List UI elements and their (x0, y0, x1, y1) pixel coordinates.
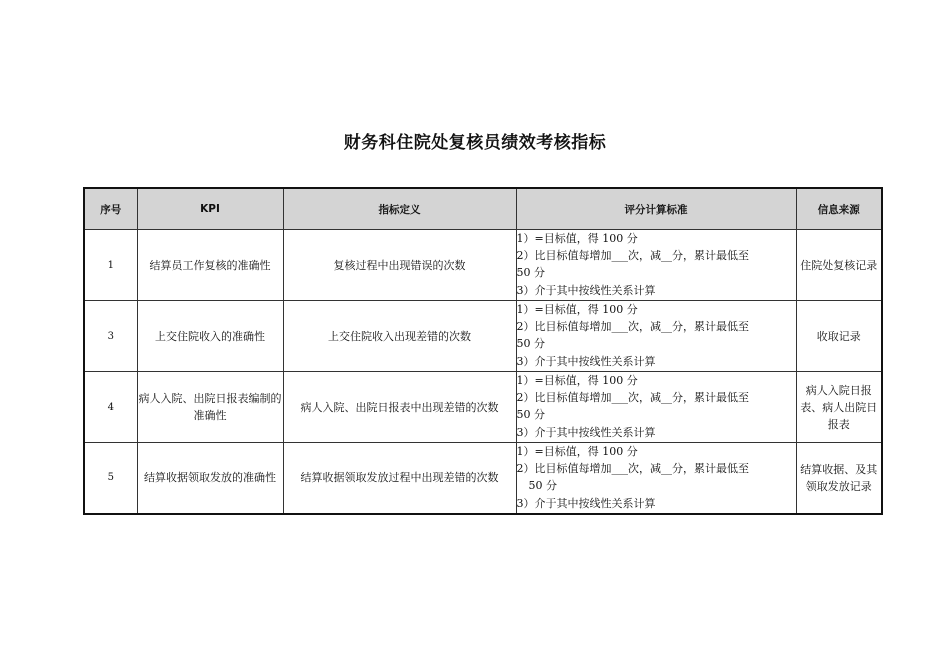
criteria-line: 3）介于其中按线性关系计算 (516, 283, 656, 297)
criteria-line: 50 分 (516, 337, 545, 351)
cell-definition: 病人入院、出院日报表中出现差错的次数 (283, 372, 516, 443)
header-definition: 指标定义 (283, 188, 516, 230)
table-row (84, 443, 882, 514)
cell-criteria (516, 301, 796, 372)
criteria-line: 2）比目标值每增加___次，减__分，累计最低至 (516, 249, 749, 263)
criteria-line: 3）介于其中按线性关系计算 (516, 496, 656, 510)
cell-criteria (516, 372, 796, 443)
criteria-line: 1）=目标值，得 100 分 (516, 445, 638, 458)
cell-source: 住院处复核记录 (796, 230, 882, 301)
criteria-line: 50 分 (528, 479, 557, 493)
cell-source: 收取记录 (796, 301, 882, 372)
criteria-line: 1）=目标值，得 100 分 (516, 303, 638, 316)
cell-kpi: 上交住院收入的准确性 (137, 301, 283, 372)
cell-seq: 3 (84, 301, 137, 372)
table-row (84, 230, 882, 301)
cell-seq: 4 (84, 372, 137, 443)
table-row (84, 301, 882, 372)
table-header-row (84, 188, 882, 230)
cell-definition: 结算收据领取发放过程中出现差错的次数 (283, 443, 516, 514)
criteria-line: 1）=目标值，得 100 分 (516, 232, 638, 245)
cell-criteria (516, 230, 796, 301)
cell-source: 结算收据、及其领取发放记录 (796, 443, 882, 514)
criteria-line: 3）介于其中按线性关系计算 (516, 354, 656, 368)
header-kpi: KPI (137, 188, 283, 230)
criteria-line: 3）介于其中按线性关系计算 (516, 425, 656, 439)
criteria-line: 50 分 (516, 408, 545, 422)
criteria-line: 50 分 (516, 266, 545, 280)
document-title: 财务科住院处复核员绩效考核指标 (343, 133, 607, 153)
table-row (84, 372, 882, 443)
cell-source: 病人入院日报表、病人出院日报表 (796, 372, 882, 443)
cell-kpi: 病人入院、出院日报表编制的准确性 (137, 372, 283, 443)
header-source: 信息来源 (796, 188, 882, 230)
cell-seq: 5 (84, 443, 137, 514)
criteria-line: 1）=目标值，得 100 分 (516, 374, 638, 387)
cell-definition: 上交住院收入出现差错的次数 (283, 301, 516, 372)
cell-kpi: 结算员工作复核的准确性 (137, 230, 283, 301)
criteria-line: 2）比目标值每增加___次，减__分，累计最低至 (516, 391, 749, 405)
header-criteria: 评分计算标准 (516, 188, 796, 230)
kpi-table (83, 187, 883, 515)
cell-seq: 1 (84, 230, 137, 301)
criteria-line: 2）比目标值每增加___次，减__分，累计最低至 (516, 320, 749, 334)
cell-criteria (516, 443, 796, 514)
header-seq: 序号 (84, 188, 137, 230)
cell-kpi: 结算收据领取发放的准确性 (137, 443, 283, 514)
criteria-line: 2）比目标值每增加___次，减__分，累计最低至 (516, 462, 749, 476)
cell-definition: 复核过程中出现错误的次数 (283, 230, 516, 301)
